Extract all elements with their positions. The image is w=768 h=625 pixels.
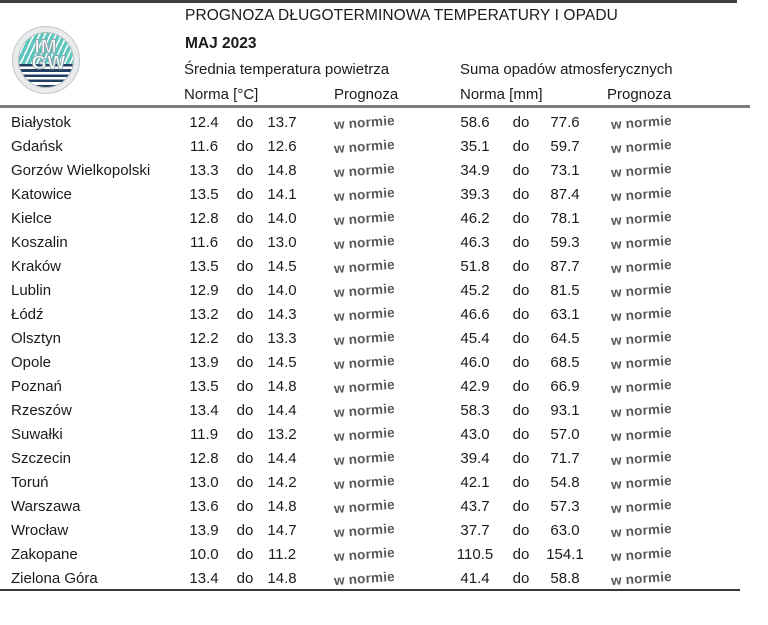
temp-range-word: do — [236, 473, 254, 491]
temp-range-word: do — [236, 329, 254, 347]
city-cell: Szczecin — [11, 449, 72, 467]
table-row — [0, 470, 686, 494]
city-cell: Wrocław — [11, 521, 69, 539]
precip-forecast-cell: w normie — [610, 496, 672, 516]
temp-forecast-cell: w normie — [333, 232, 395, 252]
imgw-logo-im: IM — [34, 37, 58, 58]
precip-range-word: do — [512, 233, 530, 251]
temp-forecast-cell: w normie — [333, 424, 395, 444]
city-cell: Gorzów Wielkopolski — [11, 161, 151, 179]
precip-min-cell: 39.4 — [460, 449, 490, 467]
temp-min-cell: 11.9 — [189, 425, 219, 443]
precip-max-cell: 81.5 — [550, 281, 580, 299]
temp-forecast-cell: w normie — [333, 448, 395, 468]
temp-range-word: do — [236, 113, 254, 131]
precip-prognoza-label: Prognoza — [607, 86, 672, 103]
temp-norm-label: Norma [°C] — [184, 86, 259, 103]
temp-min-cell: 12.8 — [189, 209, 219, 227]
precip-forecast-cell: w normie — [610, 136, 672, 156]
precip-max-cell: 73.1 — [550, 161, 580, 179]
table-row — [0, 422, 686, 446]
imgw-logo — [12, 26, 80, 94]
precip-range-word: do — [512, 305, 530, 323]
temp-max-cell: 14.4 — [267, 401, 297, 419]
temp-max-cell: 13.0 — [267, 233, 297, 251]
temp-forecast-cell: w normie — [333, 400, 395, 420]
precip-max-cell: 66.9 — [550, 377, 580, 395]
precip-range-word: do — [512, 113, 530, 131]
city-cell: Opole — [11, 353, 52, 371]
temp-min-cell: 13.9 — [189, 353, 219, 371]
precip-forecast-cell: w normie — [610, 232, 672, 252]
temp-min-cell: 13.4 — [189, 569, 219, 587]
precip-forecast-cell: w normie — [610, 448, 672, 468]
temp-min-cell: 12.8 — [189, 449, 219, 467]
table-row — [0, 494, 686, 518]
table-row — [0, 134, 686, 158]
month-subtitle: MAJ 2023 — [185, 35, 257, 52]
table-row — [0, 374, 686, 398]
precip-min-cell: 45.2 — [460, 281, 490, 299]
temp-forecast-cell: w normie — [333, 184, 395, 204]
precip-min-cell: 42.1 — [460, 473, 490, 491]
city-cell: Lublin — [11, 281, 52, 299]
precip-range-word: do — [512, 425, 530, 443]
temp-forecast-cell: w normie — [333, 136, 395, 156]
temp-range-word: do — [236, 377, 254, 395]
precip-range-word: do — [512, 521, 530, 539]
table-row — [0, 326, 686, 350]
table-row — [0, 278, 686, 302]
precip-range-word: do — [512, 137, 530, 155]
precip-min-cell: 42.9 — [460, 377, 490, 395]
precip-range-word: do — [512, 257, 530, 275]
temp-max-cell: 14.8 — [267, 569, 297, 587]
temp-max-cell: 14.4 — [267, 449, 297, 467]
precip-forecast-cell: w normie — [610, 400, 672, 420]
temp-min-cell: 13.5 — [189, 257, 219, 275]
temp-max-cell: 14.1 — [267, 185, 297, 203]
precip-min-cell: 46.0 — [460, 353, 490, 371]
temp-min-cell: 10.0 — [189, 545, 219, 563]
precip-range-word: do — [512, 161, 530, 179]
precip-min-cell: 110.5 — [456, 545, 494, 563]
table-row — [0, 182, 686, 206]
document-header — [185, 7, 618, 53]
precip-forecast-cell: w normie — [610, 184, 672, 204]
temp-min-cell: 12.4 — [189, 113, 219, 131]
temp-max-cell: 14.7 — [267, 521, 297, 539]
table-row — [0, 446, 686, 470]
temp-range-word: do — [236, 425, 254, 443]
precip-max-cell: 71.7 — [550, 449, 580, 467]
precip-range-word: do — [512, 377, 530, 395]
temp-range-word: do — [236, 281, 254, 299]
temp-forecast-cell: w normie — [333, 160, 395, 180]
city-cell: Toruń — [11, 473, 49, 491]
temp-min-cell: 12.2 — [189, 329, 219, 347]
city-cell: Rzeszów — [11, 401, 72, 419]
temp-max-cell: 14.5 — [267, 353, 297, 371]
city-cell: Białystok — [11, 113, 72, 131]
precipitation-group-header: Suma opadów atmosferycznych — [460, 61, 673, 78]
temp-forecast-cell: w normie — [333, 520, 395, 540]
precip-forecast-cell: w normie — [610, 280, 672, 300]
temp-max-cell: 14.3 — [267, 305, 297, 323]
city-cell: Poznań — [11, 377, 62, 395]
top-rule — [0, 0, 737, 3]
precip-forecast-cell: w normie — [610, 112, 672, 132]
precip-forecast-cell: w normie — [610, 520, 672, 540]
table-row — [0, 566, 686, 590]
temp-forecast-cell: w normie — [333, 208, 395, 228]
table-body — [0, 110, 726, 590]
temp-max-cell: 14.2 — [267, 473, 297, 491]
city-cell: Suwałki — [11, 425, 63, 443]
city-cell: Katowice — [11, 185, 72, 203]
precip-max-cell: 63.1 — [550, 305, 580, 323]
precip-forecast-cell: w normie — [610, 568, 672, 588]
temp-range-word: do — [236, 257, 254, 275]
precip-max-cell: 64.5 — [550, 329, 580, 347]
temp-forecast-cell: w normie — [333, 472, 395, 492]
table-row — [0, 350, 686, 374]
temp-forecast-cell: w normie — [333, 568, 395, 588]
table-row — [0, 302, 686, 326]
precip-max-cell: 57.0 — [550, 425, 580, 443]
table-row — [0, 230, 686, 254]
temp-forecast-cell: w normie — [333, 280, 395, 300]
temp-forecast-cell: w normie — [333, 328, 395, 348]
temp-min-cell: 13.2 — [189, 305, 219, 323]
precip-range-word: do — [512, 569, 530, 587]
precip-min-cell: 46.3 — [460, 233, 490, 251]
temp-max-cell: 14.8 — [267, 497, 297, 515]
temp-max-cell: 11.2 — [267, 545, 297, 563]
precip-min-cell: 37.7 — [460, 521, 490, 539]
temp-forecast-cell: w normie — [333, 256, 395, 276]
precip-min-cell: 43.0 — [460, 425, 490, 443]
precip-range-word: do — [512, 353, 530, 371]
temp-range-word: do — [236, 569, 254, 587]
temp-range-word: do — [236, 305, 254, 323]
temp-range-word: do — [236, 353, 254, 371]
precip-range-word: do — [512, 545, 530, 563]
city-cell: Warszawa — [11, 497, 81, 515]
temp-range-word: do — [236, 233, 254, 251]
temp-range-word: do — [236, 185, 254, 203]
table-row — [0, 110, 686, 134]
city-cell: Zakopane — [11, 545, 78, 563]
temp-max-cell: 14.5 — [267, 257, 297, 275]
precip-min-cell: 58.6 — [460, 113, 490, 131]
precip-forecast-cell: w normie — [610, 160, 672, 180]
precip-max-cell: 78.1 — [550, 209, 580, 227]
precip-min-cell: 43.7 — [460, 497, 490, 515]
temp-max-cell: 14.0 — [267, 209, 297, 227]
precip-min-cell: 58.3 — [460, 401, 490, 419]
precip-max-cell: 87.7 — [550, 257, 580, 275]
precip-min-cell: 46.2 — [460, 209, 490, 227]
table-row — [0, 254, 686, 278]
temp-range-word: do — [236, 401, 254, 419]
temp-range-word: do — [236, 545, 254, 563]
precip-max-cell: 154.1 — [546, 545, 584, 563]
precip-min-cell: 45.4 — [460, 329, 490, 347]
precip-forecast-cell: w normie — [610, 376, 672, 396]
city-cell: Koszalin — [11, 233, 68, 251]
temp-forecast-cell: w normie — [333, 544, 395, 564]
imgw-logo-gw: GW — [31, 53, 67, 74]
temp-forecast-cell: w normie — [333, 352, 395, 372]
precip-forecast-cell: w normie — [610, 472, 672, 492]
precip-norm-label: Norma [mm] — [460, 86, 543, 103]
temp-min-cell: 13.0 — [189, 473, 219, 491]
city-cell: Łódź — [11, 305, 44, 323]
precip-forecast-cell: w normie — [610, 424, 672, 444]
temp-max-cell: 14.8 — [267, 161, 297, 179]
temp-range-word: do — [236, 497, 254, 515]
precip-max-cell: 58.8 — [550, 569, 580, 587]
precip-forecast-cell: w normie — [610, 544, 672, 564]
temp-forecast-cell: w normie — [333, 112, 395, 132]
temp-range-word: do — [236, 521, 254, 539]
precip-range-word: do — [512, 209, 530, 227]
precip-min-cell: 34.9 — [460, 161, 490, 179]
precip-forecast-cell: w normie — [610, 208, 672, 228]
temperature-group-header: Średnia temperatura powietrza — [184, 61, 390, 78]
precip-max-cell: 87.4 — [550, 185, 580, 203]
precip-range-word: do — [512, 185, 530, 203]
precip-max-cell: 59.7 — [550, 137, 580, 155]
temp-range-word: do — [236, 449, 254, 467]
city-cell: Olsztyn — [11, 329, 62, 347]
table-row — [0, 206, 686, 230]
precip-max-cell: 63.0 — [550, 521, 580, 539]
column-label-row — [0, 86, 686, 105]
precip-max-cell: 93.1 — [550, 401, 580, 419]
temp-max-cell: 13.2 — [267, 425, 297, 443]
precip-max-cell: 59.3 — [550, 233, 580, 251]
precip-range-word: do — [512, 329, 530, 347]
city-cell: Kraków — [11, 257, 62, 275]
precip-min-cell: 35.1 — [460, 137, 490, 155]
table-row — [0, 542, 686, 566]
precip-range-word: do — [512, 281, 530, 299]
temp-min-cell: 13.5 — [189, 185, 219, 203]
temp-prognoza-label: Prognoza — [334, 86, 399, 103]
temp-forecast-cell: w normie — [333, 376, 395, 396]
temp-max-cell: 14.0 — [267, 281, 297, 299]
table-row — [0, 158, 686, 182]
precip-forecast-cell: w normie — [610, 352, 672, 372]
precip-range-word: do — [512, 497, 530, 515]
temp-min-cell: 11.6 — [189, 233, 219, 251]
column-group-header-row — [0, 61, 686, 83]
precip-max-cell: 57.3 — [550, 497, 580, 515]
temp-min-cell: 12.9 — [189, 281, 219, 299]
precip-min-cell: 41.4 — [460, 569, 490, 587]
temp-range-word: do — [236, 161, 254, 179]
temp-forecast-cell: w normie — [333, 496, 395, 516]
city-cell: Kielce — [11, 209, 52, 227]
precip-forecast-cell: w normie — [610, 256, 672, 276]
temp-max-cell: 12.6 — [267, 137, 297, 155]
temp-max-cell: 13.7 — [267, 113, 297, 131]
temp-max-cell: 14.8 — [267, 377, 297, 395]
header-separator-rule — [0, 105, 750, 108]
temp-min-cell: 11.6 — [189, 137, 219, 155]
precip-forecast-cell: w normie — [610, 328, 672, 348]
temp-min-cell: 13.6 — [189, 497, 219, 515]
precip-min-cell: 39.3 — [460, 185, 490, 203]
city-cell: Gdańsk — [11, 137, 63, 155]
precip-forecast-cell: w normie — [610, 304, 672, 324]
temp-min-cell: 13.4 — [189, 401, 219, 419]
temp-min-cell: 13.9 — [189, 521, 219, 539]
temp-range-word: do — [236, 137, 254, 155]
temp-range-word: do — [236, 209, 254, 227]
page-title: PROGNOZA DŁUGOTERMINOWA TEMPERATURY I OPADU — [185, 7, 618, 24]
city-cell: Zielona Góra — [11, 569, 98, 587]
temp-min-cell: 13.5 — [189, 377, 219, 395]
precip-max-cell: 77.6 — [550, 113, 580, 131]
precip-range-word: do — [512, 449, 530, 467]
precip-min-cell: 46.6 — [460, 305, 490, 323]
precip-min-cell: 51.8 — [460, 257, 490, 275]
temp-max-cell: 13.3 — [267, 329, 297, 347]
precip-range-word: do — [512, 473, 530, 491]
table-row — [0, 398, 686, 422]
precip-max-cell: 68.5 — [550, 353, 580, 371]
table-row — [0, 518, 686, 542]
precip-max-cell: 54.8 — [550, 473, 580, 491]
temp-min-cell: 13.3 — [189, 161, 219, 179]
bottom-rule — [0, 589, 740, 591]
precip-range-word: do — [512, 401, 530, 419]
temp-forecast-cell: w normie — [333, 304, 395, 324]
